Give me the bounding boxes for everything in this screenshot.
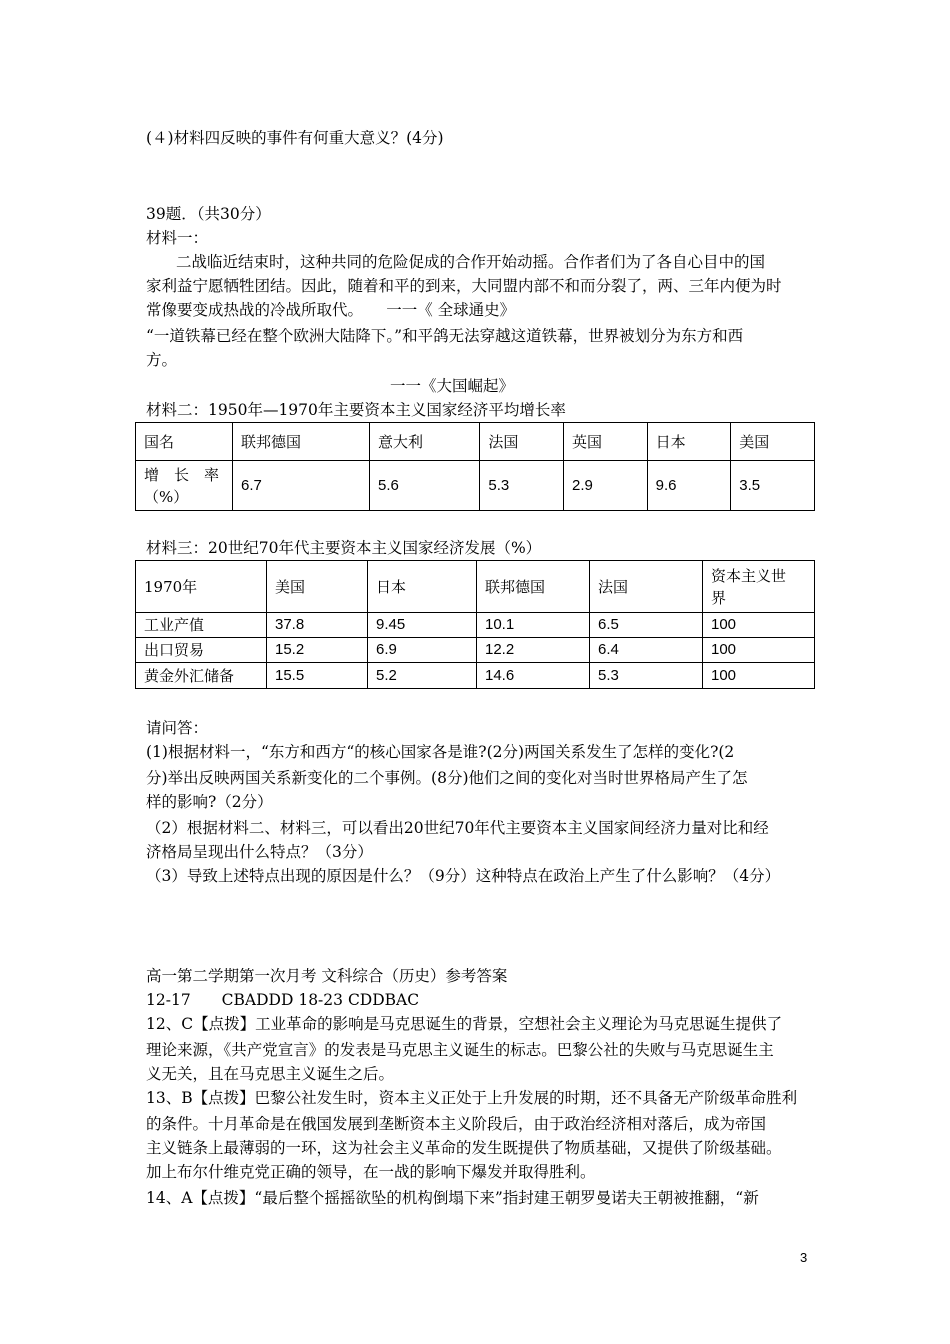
table-cell: 3.5 [731,461,815,511]
material-1-source: 一一《大国崛起》 [390,377,515,395]
table-cell: 美国 [267,561,368,613]
table-cell: 15.2 [267,638,368,663]
table-cell: 100 [703,638,815,663]
header-label: 资本主义世 [711,566,787,585]
table-cell: 工业产值 [136,613,267,638]
table-cell: 9.45 [368,613,477,638]
table-cell: 美国 [731,423,815,461]
row-label: （%） [144,487,189,506]
table-cell: 37.8 [267,613,368,638]
answer-line: 义无关，且在马克思主义诞生之后。 [146,1065,395,1083]
table-cell: 10.1 [477,613,590,638]
answer-keys: 12-17 CBADDD 18-23 CDDBAC [146,991,420,1009]
table-row [136,461,815,511]
page-number: 3 [800,1250,808,1265]
question-line: （2）根据材料二、材料三，可以看出20世纪70年代主要资本主义国家间经济力量对比和经 [146,819,769,837]
header-label: 界 [711,588,727,607]
questions-title: 请问答： [146,719,209,737]
answer-line: 主义链条上最薄弱的一环，这为社会主义革命的发生既提供了物质基础，又提供了阶级基础。 [146,1139,782,1157]
table-cell: 英国 [564,423,648,461]
table-cell: 法国 [590,561,703,613]
table-cell [136,461,233,511]
table-cell: 12.2 [477,638,590,663]
material-2-title: 材料二：1950年—1970年主要资本主义国家经济平均增长率 [146,401,566,419]
question-line: 样的影响?（2分） [146,793,273,811]
table-cell: 2.9 [564,461,648,511]
table-cell: 日本 [647,423,731,461]
table-cell: 出口贸易 [136,638,267,663]
table-cell: 1970年 [136,561,267,613]
answer-line: 加上布尔什维克党正确的领导，在一战的影响下爆发并取得胜利。 [146,1163,596,1181]
table-cell: 9.6 [647,461,731,511]
table-row [136,561,815,613]
material-1-line: 方。 [146,351,178,369]
table-cell: 黄金外汇储备 [136,663,267,689]
table-row [136,638,815,663]
question-line: 济格局呈现出什么特点？（3分） [146,843,373,861]
question-line: （3）导致上述特点出现的原因是什么？（9分）这种特点在政治上产生了什么影响？（4分） [146,867,781,885]
table-row [136,663,815,689]
table-cell [703,561,815,613]
question-4: (４)材料四反映的事件有何重大意义？(4分) [146,129,444,147]
table-cell: 日本 [368,561,477,613]
economy-table [135,560,815,689]
table-cell: 联邦德国 [233,423,370,461]
material-1-title: 材料一： [146,229,209,247]
answer-line: 14、A【点拨】“最后整个摇摇欲坠的机构倒塌下来”指封建王朝罗曼诺夫王朝被推翻，“新 [146,1189,759,1207]
answer-title: 高一第二学期第一次月考 文科综合（历史）参考答案 [146,967,508,985]
question-line: (1)根据材料一，“东方和西方“的核心国家各是谁?(2分)两国关系发生了怎样的变化?(2 [146,743,735,761]
table-cell: 6.7 [233,461,370,511]
table-cell: 意大利 [370,423,480,461]
answer-line: 理论来源，《共产党宣言》的发表是马克思主义诞生的标志。巴黎公社的失败与马克思诞生主 [146,1041,774,1059]
table-cell: 5.3 [590,663,703,689]
q39-header: 39题．（共30分） [146,205,271,223]
table-row [136,423,815,461]
table-cell: 法国 [480,423,564,461]
material-3-title: 材料三：20世纪70年代主要资本主义国家经济发展（%） [146,539,542,557]
table-row [136,613,815,638]
table-cell: 5.2 [368,663,477,689]
table-cell: 14.6 [477,663,590,689]
table-cell: 6.4 [590,638,703,663]
table-cell: 100 [703,663,815,689]
material-1-line: 二战临近结束时，这种共同的危险促成的合作开始动摇。合作者们为了各自心目中的国 [176,253,766,271]
table-cell: 5.6 [370,461,480,511]
table-cell: 100 [703,613,815,638]
table-cell: 6.5 [590,613,703,638]
answer-line: 13、B【点拨】巴黎公社发生时，资本主义正处于上升发展的时期，还不具备无产阶级革命胜利 [146,1089,798,1107]
question-line: 分)举出反映两国关系新变化的二个事例。(8分)他们之间的变化对当时世界格局产生了怎 [146,769,748,787]
material-1-line: “一道铁幕已经在整个欧洲大陆降下。”和平鸽无法穿越这道铁幕，世界被划分为东方和西 [146,327,744,345]
table-cell: 国名 [136,423,233,461]
table-cell: 联邦德国 [477,561,590,613]
answer-line: 的条件。十月革命是在俄国发展到垄断资本主义阶段后，由于政治经济相对落后，成为帝国 [146,1115,767,1133]
table-cell: 15.5 [267,663,368,689]
table-cell: 6.9 [368,638,477,663]
table-cell: 5.3 [480,461,564,511]
row-label: 增 长 率 [144,465,220,484]
growth-rate-table [135,422,815,511]
answer-line: 12、C【点拨】工业革命的影响是马克思诞生的背景，空想社会主义理论为马克思诞生提供了 [146,1015,783,1033]
material-1-line: 常像要变成热战的冷战所取代。 一一《 全球通史》 [146,301,516,319]
material-1-line: 家利益宁愿牺牲团结。因此，随着和平的到来，大同盟内部不和而分裂了，两、三年内便为时 [146,277,782,295]
